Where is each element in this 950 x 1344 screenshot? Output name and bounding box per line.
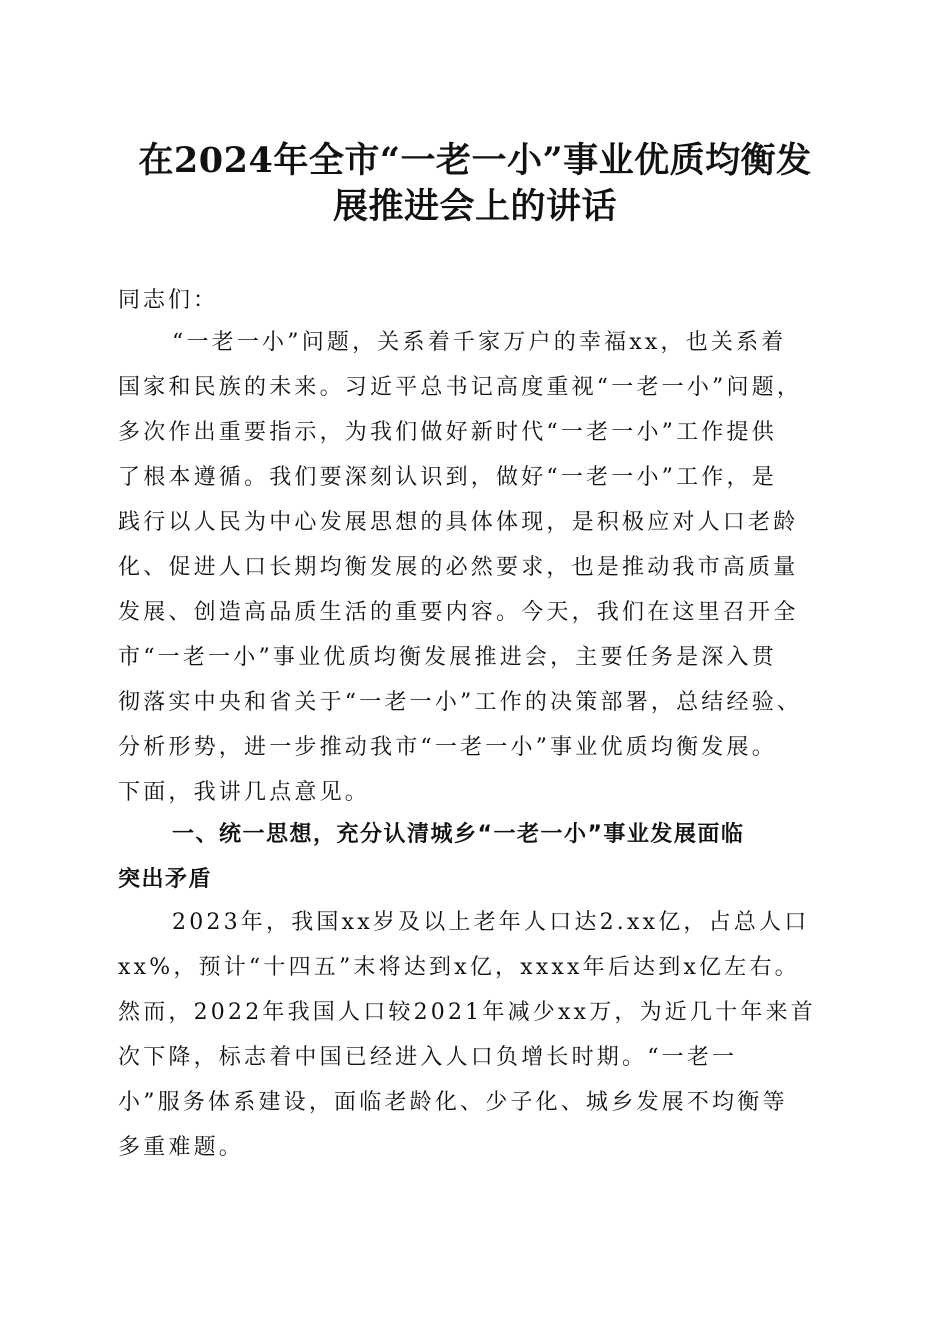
title-line-2: 展推进会上的讲话 bbox=[332, 186, 617, 227]
section-heading-1 bbox=[118, 812, 834, 902]
paragraph-line: xx%，预计“十四五”末将达到x亿，xxxx年后达到x亿左右。 bbox=[118, 955, 800, 980]
paragraph-line: 多次作出重要指示，为我们做好新时代“一老一小”工作提供 bbox=[118, 420, 777, 445]
paragraph-line: 次下降，标志着中国已经进入人口负增长时期。“一老一 bbox=[118, 1045, 738, 1070]
paragraph-line: “一老一小”问题，关系着千家万户的幸福xx，也关系着 bbox=[172, 330, 787, 355]
paragraph-line: 2023年，我国xx岁及以上老年人口达2.xx亿，占总人口 bbox=[172, 910, 810, 935]
paragraph-line: 践行以人民为中心发展思想的具体体现，是积极应对人口老龄 bbox=[118, 510, 799, 535]
paragraph-line: 下面，我讲几点意见。 bbox=[118, 780, 371, 805]
paragraph-line: 小”服务体系建设，面临老龄化、少子化、城乡发展不均衡等 bbox=[118, 1090, 788, 1115]
paragraph-line: 多重难题。 bbox=[118, 1135, 245, 1160]
paragraph-line: 彻落实中央和省关于“一老一小”工作的决策部署，总结经验、 bbox=[118, 690, 803, 715]
paragraph-line: 国家和民族的未来。习近平总书记高度重视“一老一小”问题， bbox=[118, 375, 803, 400]
title-line-1: 在2024年全市“一老一小”事业优质均衡发 bbox=[138, 140, 812, 181]
heading-line: 一、统一思想，充分认清城乡“一老一小”事业发展面临 bbox=[172, 822, 745, 847]
salutation: 同志们： bbox=[118, 288, 219, 313]
paragraph-population bbox=[118, 900, 834, 1170]
paragraph-line: 市“一老一小”事业优质均衡发展推进会，主要任务是深入贯 bbox=[118, 645, 777, 670]
paragraph-line: 发展、创造高品质生活的重要内容。今天，我们在这里召开全 bbox=[118, 600, 799, 625]
document-title bbox=[100, 138, 850, 230]
paragraph-line: 然而，2022年我国人口较2021年减少xx万，为近几十年来首 bbox=[118, 1000, 816, 1025]
paragraph-line: 分析形势，进一步推动我市“一老一小”事业优质均衡发展。 bbox=[118, 735, 777, 760]
paragraph-line: 了根本遵循。我们要深刻认识到，做好“一老一小”工作，是 bbox=[118, 465, 777, 490]
paragraph-intro bbox=[118, 320, 834, 815]
paragraph-line: 化、促进人口长期均衡发展的必然要求，也是推动我市高质量 bbox=[118, 555, 799, 580]
heading-line: 突出矛盾 bbox=[118, 867, 213, 892]
